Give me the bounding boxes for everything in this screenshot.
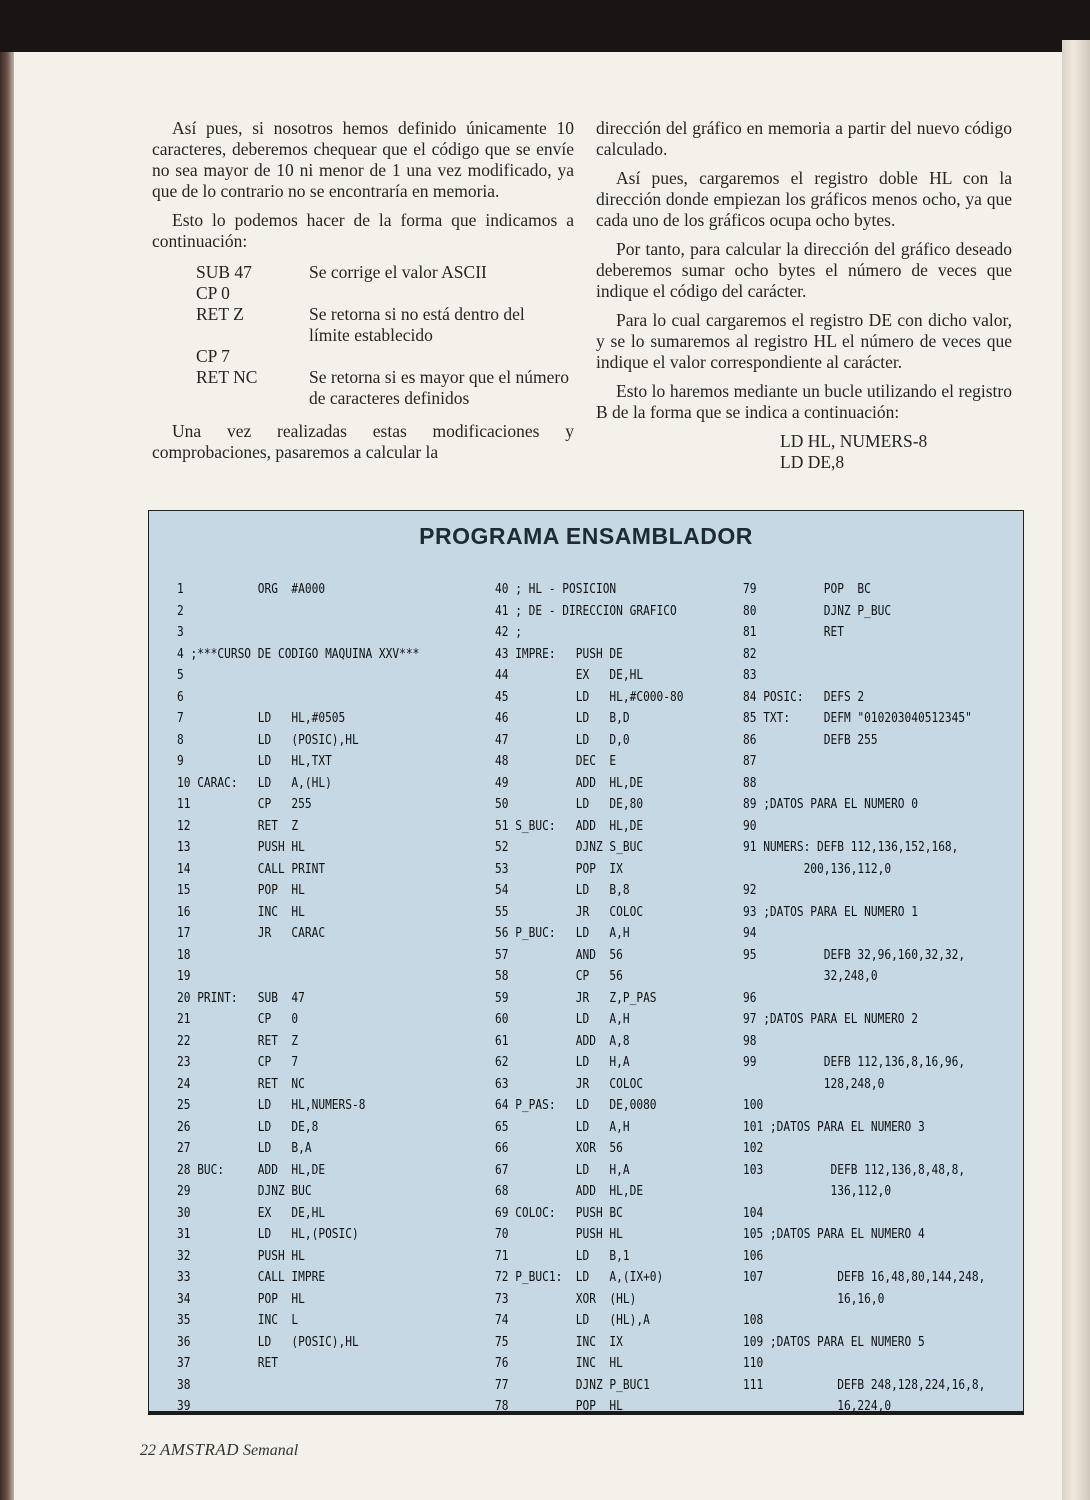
paragraph: Esto lo podemos hacer de la forma que indicamos a continuación: [152,210,574,251]
asm-row [196,262,569,283]
listing-line: 82 [743,646,757,662]
listing-line: 63 JR COLOC [495,1076,644,1092]
listing-line: 31 LD HL,(POSIC) [177,1227,359,1242]
listing-line: 91 NUMERS: DEFB 112,136,152,168, [743,840,959,855]
listing-line: 78 POP HL [495,1399,623,1414]
listing-line: 32 PUSH HL [177,1248,305,1264]
listing-line: 68 ADD HL,DE [495,1184,644,1199]
listing-line: 45 LD HL,#C000-80 [495,689,684,705]
listing-line: 24 RET NC [177,1076,305,1092]
listing-line: 8 LD (POSIC),HL [177,732,359,748]
listing-line: 49 ADD HL,DE [495,775,644,791]
listing-line: 103 DEFB 112,136,8,48,8, [743,1162,966,1178]
listing-line: 61 ADD A,8 [495,1033,630,1049]
listing-line: 32,248,0 [743,969,878,984]
listing-line: 15 POP HL [177,883,305,898]
listing-line: 28 BUC: ADD HL,DE [177,1162,326,1178]
listing-line: 90 [743,818,757,834]
asm-row [196,304,569,346]
paragraph: Esto lo haremos mediante un bucle utilizando el registro B de la forma que se indica a continuación: [596,381,1012,422]
listing-line: 33 CALL IMPRE [177,1270,326,1285]
listing-line: 5 [177,668,184,683]
listing-line: 88 [743,775,757,791]
listing-line: 98 [743,1033,757,1049]
listing-line: 51 S_BUC: ADD HL,DE [495,818,644,834]
listing-line: 11 CP 255 [177,797,312,812]
listing-line: 77 DJNZ P_BUC1 [495,1377,650,1393]
listing-line: 41 ; DE - DIRECCION GRAFICO [495,603,677,619]
listing-line: 39 [177,1399,191,1414]
listing-line: 47 LD D,0 [495,732,630,748]
asm-comment [309,283,569,304]
listing-line: 1 ORG #A000 [177,582,326,597]
listing-line: 100 [743,1098,764,1113]
listing-line: 70 PUSH HL [495,1227,623,1242]
listing-line: 4 ;***CURSO DE CODIGO MAQUINA XXV*** [177,646,420,662]
article-right-column [596,118,1012,473]
listing-line: 101 ;DATOS PARA EL NUMERO 3 [743,1119,925,1135]
listing-line: 54 LD B,8 [495,883,630,898]
listing-line: 80 DJNZ P_BUC [743,603,892,619]
listing-line: 92 [743,883,757,898]
listing-line: 27 LD B,A [177,1141,312,1156]
listing-line: 64 P_PAS: LD DE,0080 [495,1098,657,1113]
listing-line: 105 ;DATOS PARA EL NUMERO 4 [743,1227,925,1242]
asm-instruction: CP 0 [196,283,230,303]
magazine-brand: AMSTRAD [160,1440,240,1459]
listing-line: 48 DEC E [495,754,617,769]
inline-code-block [780,431,1012,473]
listing-line: 6 [177,689,184,705]
listing-line: 62 LD H,A [495,1055,630,1070]
listing-line: 128,248,0 [743,1076,885,1092]
listing-line: 26 LD DE,8 [177,1119,319,1135]
asm-instruction: SUB 47 [196,262,252,282]
listing-line: 17 JR CARAC [177,926,326,941]
listing-line: 72 P_BUC1: LD A,(IX+0) [495,1270,664,1285]
listing-line: 87 [743,754,757,769]
listing-line: 25 LD HL,NUMERS-8 [177,1098,366,1113]
paragraph: Una vez realizadas estas modificaciones y comprobaciones, pasaremos a calcular la [152,421,574,462]
listing-line: 200,136,112,0 [743,861,892,877]
listing-line: 81 RET [743,625,844,640]
listing-line: 104 [743,1205,764,1221]
listing-line: 84 POSIC: DEFS 2 [743,689,865,705]
listing-line: 111 DEFB 248,128,224,16,8, [743,1377,986,1393]
listing-line: 56 P_BUC: LD A,H [495,926,630,941]
listing-line: 58 CP 56 [495,969,623,984]
listing-line: 30 EX DE,HL [177,1205,326,1221]
listing-line: 40 ; HL - POSICION [495,582,617,597]
listing-line: 57 AND 56 [495,947,623,963]
page-edge [1062,40,1090,1500]
listing-line: 96 [743,990,757,1006]
listing-line: 52 DJNZ S_BUC [495,840,644,855]
asm-instruction: RET NC [196,367,258,387]
listing-line: 13 PUSH HL [177,840,305,855]
listing-line: 10 CARAC: LD A,(HL) [177,775,332,791]
listing-line: 83 [743,668,757,683]
asm-check-table [196,262,569,409]
asm-row [196,367,569,409]
paragraph: Por tanto, para calcular la dirección del gráfico deseado deberemos sumar ocho bytes el número de veces que indique el código del carácter. [596,239,1012,301]
program-listing-box [148,510,1024,1415]
listing-column-3 [743,579,985,1418]
listing-line: 20 PRINT: SUB 47 [177,990,305,1006]
listing-line: 36 LD (POSIC),HL [177,1334,359,1350]
listing-line: 9 LD HL,TXT [177,754,332,769]
listing-line: 89 ;DATOS PARA EL NUMERO 0 [743,797,919,812]
asm-instruction: RET Z [196,304,244,324]
listing-line: 50 LD DE,80 [495,797,644,812]
asm-instruction: CP 7 [196,346,230,366]
listing-line: 74 LD (HL),A [495,1313,650,1328]
listing-line: 110 [743,1356,764,1371]
listing-line: 65 LD A,H [495,1119,630,1135]
listing-line: 16 INC HL [177,904,305,920]
listing-line: 79 POP BC [743,582,871,597]
listing-line: 109 ;DATOS PARA EL NUMERO 5 [743,1334,925,1350]
listing-line: 108 [743,1313,764,1328]
listing-line: 86 DEFB 255 [743,732,878,748]
listing-line: 76 INC HL [495,1356,623,1371]
paragraph: Así pues, cargaremos el registro doble HL con la dirección donde empiezan los gráficos menos ocho, ya que cada uno de los gráficos ocupa ocho bytes. [596,168,1012,230]
listing-line: 66 XOR 56 [495,1141,623,1156]
asm-row [196,346,569,367]
listing-line: 85 TXT: DEFM "010203040512345" [743,711,972,726]
listing-line: 3 [177,625,184,640]
listing-line: 42 ; [495,625,522,640]
asm-comment [309,346,569,367]
listing-column-2 [495,579,683,1418]
listing-line: 14 CALL PRINT [177,861,326,877]
listing-line: 60 LD A,H [495,1012,630,1027]
asm-comment: Se retorna si no está dentro del límite establecido [309,304,525,345]
listing-line: 7 LD HL,#0505 [177,711,346,726]
listing-line: 22 RET Z [177,1033,299,1049]
listing-line: 12 RET Z [177,818,299,834]
listing-line: 23 CP 7 [177,1055,299,1070]
listing-line: 106 [743,1248,764,1264]
listing-line: 75 INC IX [495,1334,623,1350]
listing-line: 2 [177,603,184,619]
code-line: LD HL, NUMERS-8 [780,431,928,451]
listing-line: 37 RET [177,1356,278,1371]
listing-line: 97 ;DATOS PARA EL NUMERO 2 [743,1012,919,1027]
listing-line: 46 LD B,D [495,711,630,726]
listing-line: 38 [177,1377,191,1393]
listing-line: 55 JR COLOC [495,904,644,920]
page-footer [140,1440,298,1460]
listing-line: 95 DEFB 32,96,160,32,32, [743,947,966,963]
asm-comment: Se corrige el valor ASCII [309,262,487,282]
listing-line: 43 IMPRE: PUSH DE [495,646,623,662]
listing-title: PROGRAMA ENSAMBLADOR [419,523,753,549]
listing-line: 94 [743,926,757,941]
listing-line: 73 XOR (HL) [495,1291,637,1307]
paragraph: dirección del gráfico en memoria a partir del nuevo código calculado. [596,118,1012,159]
listing-line: 21 CP 0 [177,1012,299,1027]
listing-line: 53 POP IX [495,861,623,877]
asm-row [196,283,569,304]
listing-line: 34 POP HL [177,1291,305,1307]
paragraph: Para lo cual cargaremos el registro DE con dicho valor, y se lo sumaremos al registro HL el número de veces que indique el valor correspondiente al carácter. [596,310,1012,372]
code-line: LD DE,8 [780,452,845,472]
listing-line: 59 JR Z,P_PAS [495,990,657,1006]
asm-comment: Se retorna si es mayor que el número de caracteres definidos [309,367,569,408]
paragraph: Así pues, si nosotros hemos definido únicamente 10 caracteres, deberemos chequear que el código que se envíe no sea mayor de 10 ni menor de 1 una vez modificado, ya que de lo contrario no se encontraría en memoria. [152,118,574,201]
listing-line: 18 [177,947,191,963]
article-left-column [152,118,574,471]
listing-line: 16,16,0 [743,1291,885,1307]
listing-line: 69 COLOC: PUSH BC [495,1205,623,1221]
page-spine-shadow [0,52,14,1500]
listing-line: 67 LD H,A [495,1162,630,1178]
listing-line: 35 INC L [177,1313,299,1328]
listing-line: 19 [177,969,191,984]
listing-column-1 [177,579,419,1418]
page-number: 22 [140,1442,156,1459]
listing-line: 136,112,0 [743,1184,892,1199]
listing-line: 44 EX DE,HL [495,668,644,683]
magazine-brand-sub: Semanal [243,1442,299,1459]
listing-line: 16,224,0 [743,1399,892,1414]
listing-line: 29 DJNZ BUC [177,1184,312,1199]
listing-line: 93 ;DATOS PARA EL NUMERO 1 [743,904,919,920]
listing-line: 107 DEFB 16,48,80,144,248, [743,1270,986,1285]
listing-line: 99 DEFB 112,136,8,16,96, [743,1055,966,1070]
listing-line: 71 LD B,1 [495,1248,630,1264]
listing-line: 102 [743,1141,764,1156]
